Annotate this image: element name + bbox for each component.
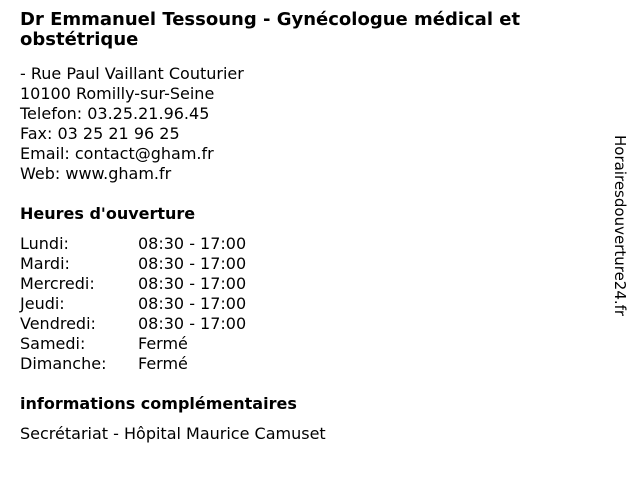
- time-value: 08:30 - 17:00: [138, 314, 247, 333]
- phone-number: Telefon: 03.25.21.96.45: [20, 104, 210, 123]
- fax-number: Fax: 03 25 21 96 25: [20, 124, 180, 143]
- additional-info-heading: informations complémentaires: [20, 394, 297, 413]
- time-value: 08:30 - 17:00: [138, 294, 247, 313]
- website: Web: www.gham.fr: [20, 164, 172, 183]
- time-value: Fermé: [138, 334, 188, 353]
- additional-info-text: Secrétariat - Hôpital Maurice Camuset: [20, 424, 326, 443]
- time-value: 08:30 - 17:00: [138, 274, 247, 293]
- day-label: Jeudi:: [20, 294, 65, 313]
- time-value: Fermé: [138, 354, 188, 373]
- opening-hours-heading: Heures d'ouverture: [20, 204, 196, 223]
- hours-row-friday: [20, 314, 246, 334]
- hours-row-wednesday: [20, 274, 246, 294]
- hours-row-sunday: [20, 354, 246, 374]
- site-watermark: Horairesdouverture24.fr: [611, 135, 629, 317]
- email-address: Email: contact@gham.fr: [20, 144, 214, 163]
- city-address: 10100 Romilly-sur-Seine: [20, 84, 215, 103]
- hours-row-thursday: [20, 294, 246, 314]
- day-label: Dimanche:: [20, 354, 107, 373]
- day-label: Samedi:: [20, 334, 86, 353]
- day-label: Mardi:: [20, 254, 70, 273]
- hours-row-saturday: [20, 334, 246, 354]
- contact-block: [20, 64, 244, 184]
- day-label: Lundi:: [20, 234, 69, 253]
- day-label: Vendredi:: [20, 314, 96, 333]
- time-value: 08:30 - 17:00: [138, 234, 247, 253]
- day-label: Mercredi:: [20, 274, 95, 293]
- page-title: Dr Emmanuel Tessoung - Gynécologue médical et obstétrique: [20, 9, 521, 50]
- hours-row-tuesday: [20, 254, 246, 274]
- opening-hours-table: [20, 234, 246, 374]
- street-address: - Rue Paul Vaillant Couturier: [20, 64, 244, 83]
- time-value: 08:30 - 17:00: [138, 254, 247, 273]
- hours-row-monday: [20, 234, 246, 254]
